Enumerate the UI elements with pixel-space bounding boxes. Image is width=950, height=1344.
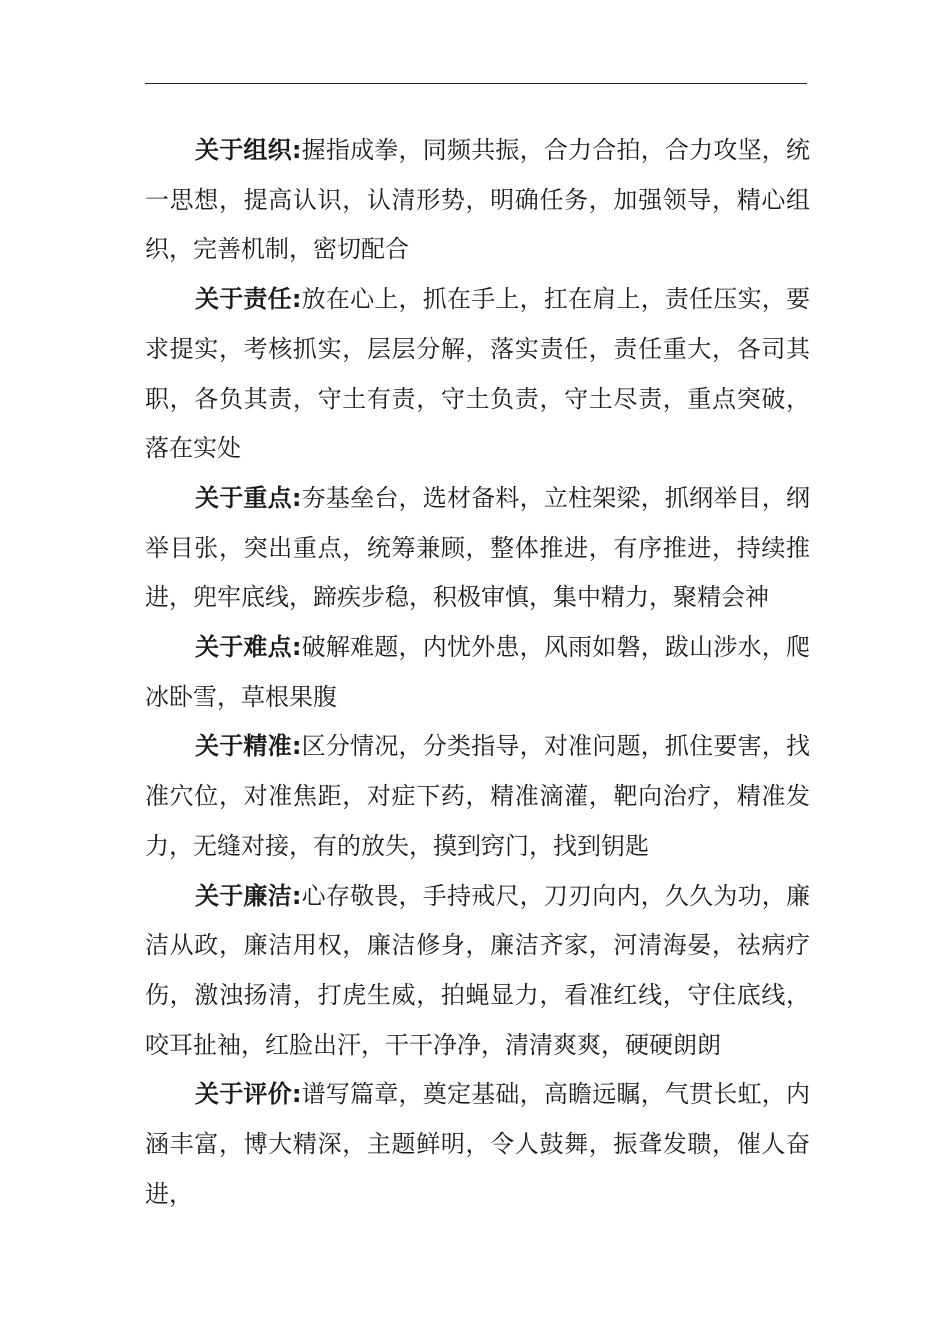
paragraph-text: 区分情况，分类指导，对准问题，抓住要害，找准穴位，对准焦距，对症下药，精准滴灌，靶向治疗，精准发力，无缝对接，有的放失，摸到窍门，找到钥匙 — [145, 732, 810, 860]
paragraph-organization — [145, 126, 810, 275]
paragraph-precision — [145, 722, 810, 871]
paragraph-responsibility — [145, 275, 810, 474]
header-rule — [145, 83, 807, 84]
paragraph-heading: 关于精准: — [195, 732, 302, 761]
paragraph-heading: 关于组织: — [195, 136, 302, 164]
paragraph-text: 破解难题，内忧外患，风雨如磐，跋山涉水，爬冰卧雪，草根果腹 — [145, 633, 810, 711]
paragraph-key-points — [145, 474, 810, 623]
paragraph-heading: 关于评价: — [195, 1080, 302, 1109]
paragraph-text: 谱写篇章，奠定基础，高瞻远瞩，气贯长虹，内涵丰富，博大精深，主题鲜明，令人鼓舞，振聋发聩，催人奋进， — [145, 1080, 810, 1208]
paragraph-heading: 关于难点: — [195, 633, 302, 662]
paragraph-text: 放在心上，抓在手上，扛在肩上，责任压实，要求提实，考核抓实，层层分解，落实责任，责任重大，各司其职，各负其责，守土有责，守土负责，守土尽责，重点突破，落在实处 — [145, 285, 810, 463]
paragraph-text: 心存敬畏，手持戒尺，刀刃向内，久久为功，廉洁从政，廉洁用权，廉洁修身，廉洁齐家，河清海晏，祛病疗伤，激浊扬清，打虎生威，拍蝇显力，看准红线，守住底线，咬耳扯袖，红脸出汗，干干净净，清清爽爽，硬硬朗朗 — [145, 881, 810, 1059]
paragraph-text: 夯基垒台，选材备料，立柱架梁，抓纲举目，纲举目张，突出重点，统筹兼顾，整体推进，有序推进，持续推进，兜牢底线，蹄疾步稳，积极审慎，集中精力，聚精会神 — [145, 483, 810, 612]
paragraph-heading: 关于廉洁: — [195, 881, 302, 910]
document-body — [145, 126, 810, 1219]
paragraph-evaluation — [145, 1070, 810, 1219]
paragraph-integrity — [145, 872, 810, 1071]
paragraph-difficulties — [145, 623, 810, 722]
paragraph-heading: 关于重点: — [195, 483, 302, 512]
paragraph-heading: 关于责任: — [195, 285, 302, 314]
paragraph-text: 握指成拳，同频共振，合力合拍，合力攻坚，统一思想，提高认识，认清形势，明确任务，加强领导，精心组织，完善机制，密切配合 — [145, 136, 810, 264]
